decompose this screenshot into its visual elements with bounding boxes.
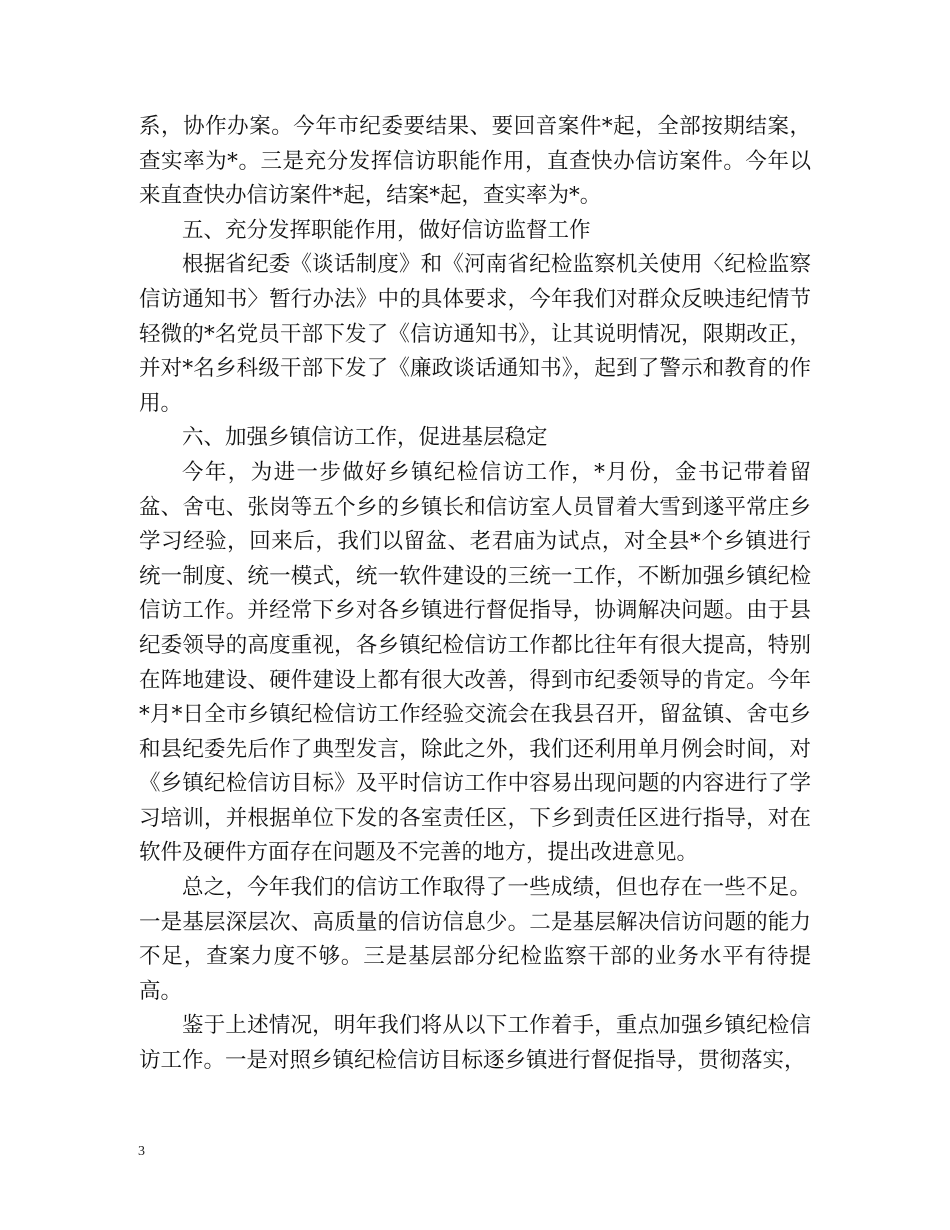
paragraph-next-year: 鉴于上述情况，明年我们将从以下工作着手，重点加强乡镇纪检信访工作。一是对照乡镇纪检信访目标逐乡镇进行督促指导，贯彻落实， [139, 1013, 811, 1074]
section-heading-5: 五、充分发挥职能作用，做好信访监督工作 [182, 217, 591, 243]
paragraph-township-work: 今年，为进一步做好乡镇纪检信访工作，*月份，金书记带着留盆、舍屯、张岗等五个乡的乡镇长和信访室人员冒着大雪到遂平常庄乡学习经验，回来后，我们以留盆、老君庙为试点，对全县*个乡镇进行统一制度、统一模式，统一软件建设的三统一工作，不断加强乡镇纪检信访工作。并经常下乡对各乡镇进行督促指导，协调解决问题。由于县纪委领导的高度重视，各乡镇纪检信访工作都比往年有很大提高，特别在阵地建设、硬件建设上都有很大改善，得到市纪委领导的肯定。今年*月*日全市乡镇纪检信访工作经验交流会在我县召开，留盆镇、舍屯乡和县纪委先后作了典型发言，除此之外，我们还利用单月例会时间，对《乡镇纪检信访目标》及平时信访工作中容易出现问题的内容进行了学习培训，并根据单位下发的各室责任区，下乡到责任区进行指导，对在软件及硬件方面存在问题及不完善的地方，提出改进意见。 [139, 459, 811, 866]
section-heading-6: 六、加强乡镇信访工作，促进基层稳定 [182, 425, 548, 451]
paragraph-talk-system: 根据省纪委《谈话制度》和《河南省纪检监察机关使用〈纪检监察信访通知书〉暂行办法》中的具体要求，今年我们对群众反映违纪情节轻微的*名党员干部下发了《信访通知书》，让其说明情况，限期改正，并对*名乡科级干部下发了《廉政谈话通知书》，起到了警示和教育的作用。 [139, 252, 811, 416]
document-body [139, 110, 811, 1079]
paragraph-summary: 总之，今年我们的信访工作取得了一些成绩，但也存在一些不足。一是基层深层次、高质量的信访信息少。二是基层解决信访问题的能力不足，查案力度不够。三是基层部分纪检监察干部的业务水平有待提高。 [139, 875, 811, 1004]
page-number: 3 [138, 1144, 145, 1159]
paragraph-continuation: 系，协作办案。今年市纪委要结果、要回音案件*起，全部按期结案，查实率为*。三是充分发挥信访职能作用，直查快办信访案件。今年以来直查快办信访案件*起，结案*起，查实率为*。 [139, 114, 811, 209]
